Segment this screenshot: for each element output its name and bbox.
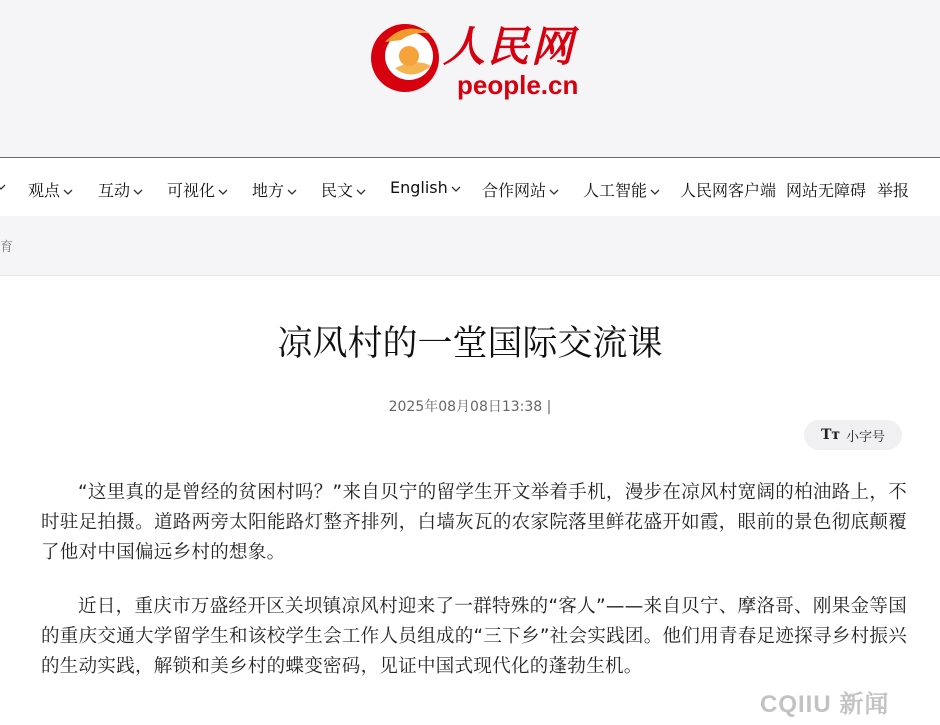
nav-item-label: 合作网站 [482,181,547,200]
nav-item-label: 互动 [98,181,131,200]
logo-emblem-icon [365,12,445,102]
nav-item-label: 网站无障碍 [786,181,867,200]
nav-item-label: 观点 [28,181,61,200]
site-logo[interactable] [365,12,585,102]
article-body [41,478,907,706]
chevron-down-icon [63,188,73,196]
nav-item[interactable] [583,178,660,201]
nav-item-label: English [390,178,448,197]
nav-item[interactable] [482,178,559,201]
nav-item[interactable] [28,178,73,201]
logo-english-text: people.cn [457,70,579,100]
font-size-button[interactable] [804,420,902,450]
chevron-down-icon [218,188,228,196]
nav-item-label: 人工智能 [583,181,648,200]
chevron-down-icon [133,188,143,196]
chevron-down-icon [0,183,6,191]
nav-item[interactable] [390,178,461,197]
article-paragraph: “这里真的是曾经的贫困村吗？”来自贝宁的留学生开文举着手机，漫步在凉风村宽阔的柏油路上，不时驻足拍摄。道路两旁太阳能路灯整齐排列，白墙灰瓦的农家院落里鲜花盛开如霞，眼前的景色彻底颠覆了他对中国偏远乡村的想象。 [41,482,907,563]
nav-item-label: 人民网客户端 [680,181,777,200]
chevron-down-icon [650,188,660,196]
site-header [0,0,940,158]
nav-item[interactable] [167,178,228,201]
breadcrumb[interactable]: 育 [0,240,14,255]
main-nav [0,158,940,216]
article-date: 2025年08月08日13:38 | [388,399,552,415]
chevron-down-icon [356,188,366,196]
nav-item-label: 民文 [321,181,354,200]
nav-item[interactable] [321,178,366,201]
nav-item[interactable] [252,178,297,201]
chevron-down-icon [451,185,461,193]
nav-item-label: 举报 [877,181,910,200]
nav-item-label: 地方 [252,181,285,200]
font-size-label: 小字号 [846,429,886,445]
breadcrumb-bar [0,216,940,276]
chevron-down-icon [549,188,559,196]
nav-item[interactable] [98,178,143,201]
article-paragraph: 近日，重庆市万盛经开区关坝镇凉风村迎来了一群特殊的“客人”——来自贝宁、摩洛哥、刚果金等国的重庆交通大学留学生和该校学生会工作人员组成的“三下乡”社会实践团。他们用青春足迹探寻乡村振兴的生动实践，解锁和美乡村的蝶变密码，见证中国式现代化的蓬勃生机。 [41,596,907,677]
nav-item[interactable] [877,178,909,201]
font-size-icon: Tт [820,427,841,443]
logo-chinese-text: 人民网 [443,22,576,71]
chevron-down-icon [287,188,297,196]
watermark: CQIIU 新闻 [760,691,890,718]
nav-item-label: 可视化 [167,181,216,200]
nav-item[interactable] [680,178,776,201]
nav-item[interactable] [786,178,866,201]
article-title: 凉风村的一堂国际交流课 [277,324,663,364]
